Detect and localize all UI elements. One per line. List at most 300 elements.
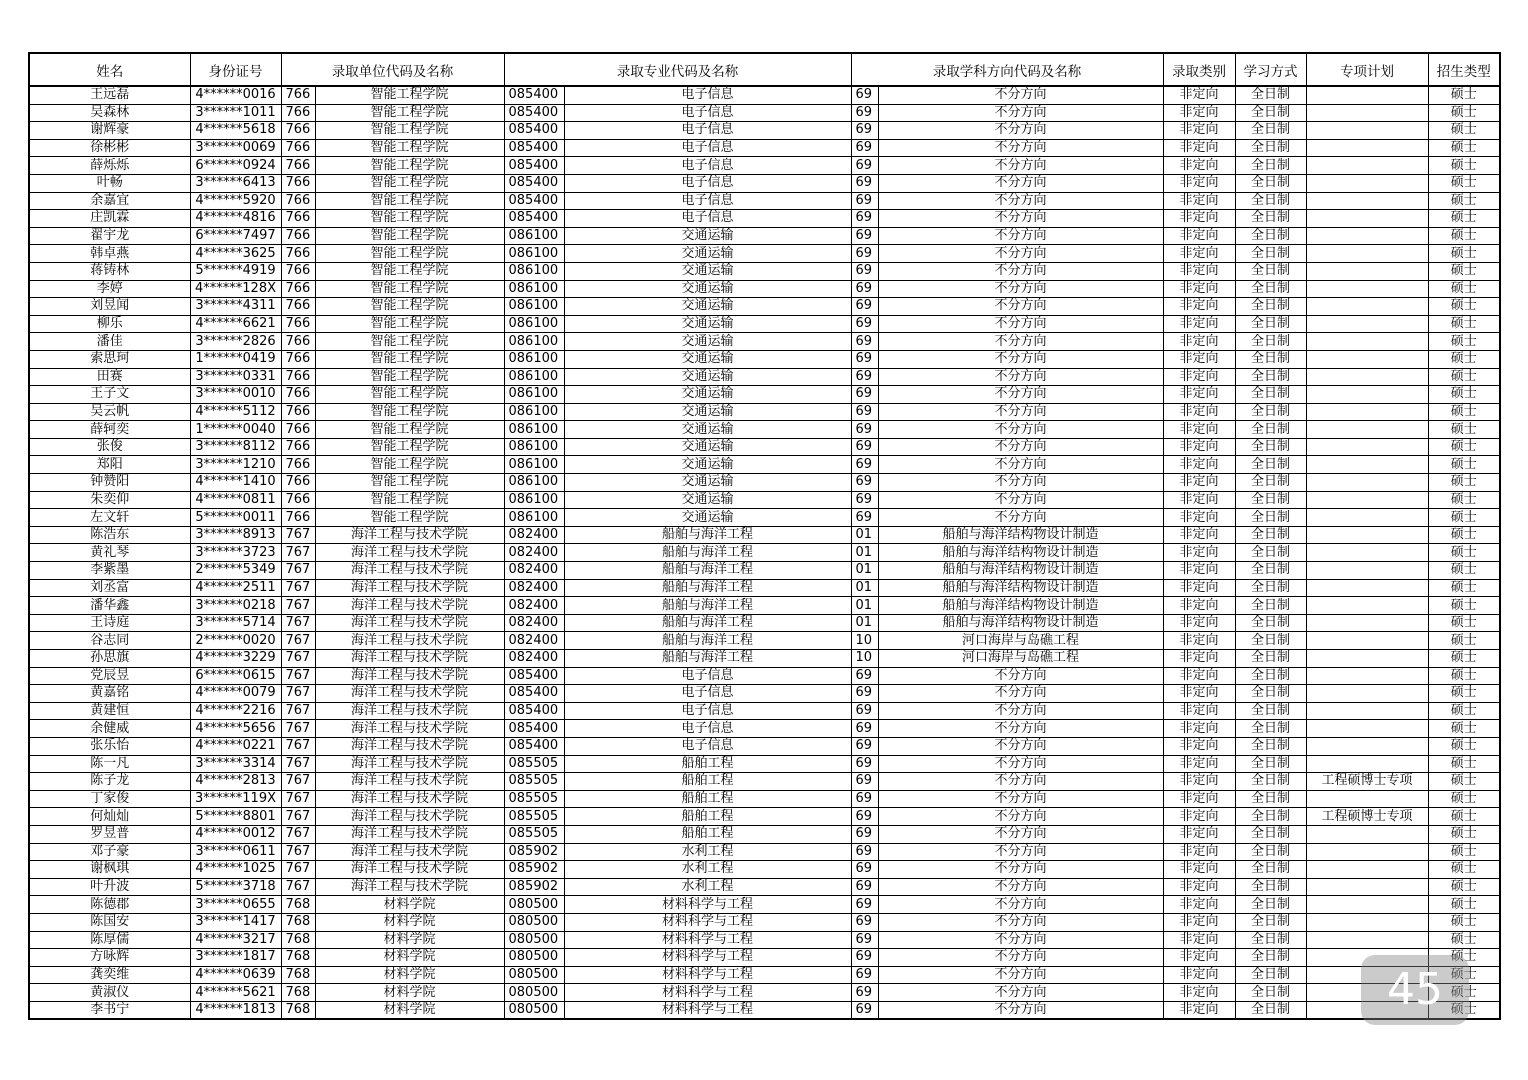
cell-unit-name: 智能工程学院 (315, 174, 504, 192)
table-row (29, 315, 1500, 333)
cell-major-name: 交通运输 (564, 386, 851, 404)
cell-unit-code: 768 (281, 949, 315, 967)
table-row (29, 157, 1500, 175)
cell-name: 徐彬彬 (29, 139, 190, 157)
cell-major-code: 085400 (504, 210, 564, 228)
cell-special-plan (1306, 298, 1428, 316)
table-row (29, 245, 1500, 263)
table-row (29, 474, 1500, 492)
cell-unit-name: 海洋工程与技术学院 (315, 597, 504, 615)
cell-category: 非定向 (1163, 632, 1235, 650)
cell-name: 钟赞阳 (29, 474, 190, 492)
cell-direction-code: 01 (851, 579, 878, 597)
cell-direction-name: 不分方向 (878, 86, 1163, 104)
cell-direction-name: 不分方向 (878, 737, 1163, 755)
cell-unit-name: 智能工程学院 (315, 192, 504, 210)
cell-study-mode: 全日制 (1235, 650, 1306, 668)
cell-study-mode: 全日制 (1235, 720, 1306, 738)
cell-study-mode: 全日制 (1235, 966, 1306, 984)
cell-study-mode: 全日制 (1235, 843, 1306, 861)
header-study-mode: 学习方式 (1235, 53, 1306, 86)
cell-major-name: 交通运输 (564, 298, 851, 316)
cell-unit-code: 767 (281, 720, 315, 738)
cell-unit-name: 智能工程学院 (315, 456, 504, 474)
cell-study-mode: 全日制 (1235, 368, 1306, 386)
cell-major-code: 086100 (504, 403, 564, 421)
cell-study-mode: 全日制 (1235, 526, 1306, 544)
cell-unit-name: 海洋工程与技术学院 (315, 773, 504, 791)
cell-major-name: 电子信息 (564, 157, 851, 175)
cell-unit-name: 海洋工程与技术学院 (315, 526, 504, 544)
cell-major-name: 电子信息 (564, 737, 851, 755)
cell-direction-name: 不分方向 (878, 491, 1163, 509)
cell-unit-name: 海洋工程与技术学院 (315, 808, 504, 826)
cell-direction-code: 69 (851, 896, 878, 914)
cell-study-mode: 全日制 (1235, 614, 1306, 632)
cell-name: 朱奕仰 (29, 491, 190, 509)
cell-study-mode: 全日制 (1235, 808, 1306, 826)
cell-major-code: 080500 (504, 931, 564, 949)
cell-major-code: 085400 (504, 192, 564, 210)
cell-major-code: 080500 (504, 966, 564, 984)
cell-special-plan (1306, 650, 1428, 668)
cell-name: 刘昱闻 (29, 298, 190, 316)
cell-unit-name: 智能工程学院 (315, 122, 504, 140)
cell-id-number: 6******0924 (190, 157, 281, 175)
cell-category: 非定向 (1163, 825, 1235, 843)
cell-major-code: 080500 (504, 984, 564, 1002)
cell-unit-code: 768 (281, 984, 315, 1002)
cell-study-mode: 全日制 (1235, 861, 1306, 879)
cell-category: 非定向 (1163, 210, 1235, 228)
cell-id-number: 3******0611 (190, 843, 281, 861)
table-row (29, 685, 1500, 703)
cell-direction-name: 不分方向 (878, 280, 1163, 298)
cell-major-code: 082400 (504, 562, 564, 580)
cell-enroll-type: 硕士 (1428, 579, 1500, 597)
cell-direction-code: 01 (851, 562, 878, 580)
cell-study-mode: 全日制 (1235, 949, 1306, 967)
cell-enroll-type: 硕士 (1428, 526, 1500, 544)
cell-major-code: 086100 (504, 333, 564, 351)
cell-name: 谢辉豪 (29, 122, 190, 140)
cell-unit-name: 海洋工程与技术学院 (315, 843, 504, 861)
cell-unit-code: 766 (281, 245, 315, 263)
cell-major-code: 086100 (504, 474, 564, 492)
cell-major-code: 086100 (504, 280, 564, 298)
cell-enroll-type: 硕士 (1428, 878, 1500, 896)
cell-direction-code: 69 (851, 737, 878, 755)
cell-major-name: 交通运输 (564, 368, 851, 386)
cell-enroll-type: 硕士 (1428, 227, 1500, 245)
cell-direction-code: 69 (851, 333, 878, 351)
cell-name: 李婷 (29, 280, 190, 298)
cell-name: 余嘉宜 (29, 192, 190, 210)
cell-unit-code: 767 (281, 579, 315, 597)
cell-direction-name: 不分方向 (878, 808, 1163, 826)
cell-name: 谢枫琪 (29, 861, 190, 879)
cell-unit-code: 766 (281, 333, 315, 351)
cell-name: 陈国安 (29, 913, 190, 931)
cell-enroll-type: 硕士 (1428, 913, 1500, 931)
cell-direction-code: 69 (851, 104, 878, 122)
cell-special-plan (1306, 333, 1428, 351)
cell-direction-name: 不分方向 (878, 456, 1163, 474)
table-row (29, 579, 1500, 597)
cell-direction-name: 不分方向 (878, 878, 1163, 896)
table-row (29, 632, 1500, 650)
cell-category: 非定向 (1163, 808, 1235, 826)
cell-major-name: 船舶与海洋工程 (564, 632, 851, 650)
cell-direction-name: 不分方向 (878, 262, 1163, 280)
cell-enroll-type: 硕士 (1428, 474, 1500, 492)
cell-enroll-type: 硕士 (1428, 280, 1500, 298)
cell-direction-name: 船舶与海洋结构物设计制造 (878, 562, 1163, 580)
cell-direction-name: 船舶与海洋结构物设计制造 (878, 614, 1163, 632)
cell-major-code: 085400 (504, 174, 564, 192)
cell-direction-name: 不分方向 (878, 122, 1163, 140)
cell-major-name: 交通运输 (564, 280, 851, 298)
cell-name: 薛轲奕 (29, 421, 190, 439)
cell-enroll-type: 硕士 (1428, 843, 1500, 861)
cell-major-name: 材料科学与工程 (564, 931, 851, 949)
table-row (29, 931, 1500, 949)
cell-enroll-type: 硕士 (1428, 509, 1500, 527)
table-row (29, 737, 1500, 755)
cell-direction-code: 69 (851, 825, 878, 843)
cell-unit-code: 767 (281, 526, 315, 544)
cell-direction-name: 不分方向 (878, 702, 1163, 720)
cell-unit-name: 智能工程学院 (315, 104, 504, 122)
cell-direction-name: 不分方向 (878, 931, 1163, 949)
cell-major-name: 材料科学与工程 (564, 896, 851, 914)
cell-category: 非定向 (1163, 386, 1235, 404)
cell-study-mode: 全日制 (1235, 984, 1306, 1002)
cell-unit-code: 767 (281, 562, 315, 580)
cell-category: 非定向 (1163, 685, 1235, 703)
cell-major-code: 080500 (504, 949, 564, 967)
table-row (29, 509, 1500, 527)
cell-category: 非定向 (1163, 192, 1235, 210)
cell-special-plan (1306, 262, 1428, 280)
table-row (29, 562, 1500, 580)
cell-study-mode: 全日制 (1235, 298, 1306, 316)
cell-direction-name: 不分方向 (878, 790, 1163, 808)
cell-direction-name: 不分方向 (878, 966, 1163, 984)
cell-direction-code: 69 (851, 174, 878, 192)
cell-unit-code: 766 (281, 192, 315, 210)
cell-unit-name: 海洋工程与技术学院 (315, 737, 504, 755)
cell-study-mode: 全日制 (1235, 403, 1306, 421)
table-row (29, 878, 1500, 896)
cell-direction-code: 69 (851, 456, 878, 474)
cell-major-code: 085400 (504, 157, 564, 175)
table-row (29, 403, 1500, 421)
cell-name: 索思珂 (29, 350, 190, 368)
cell-unit-code: 767 (281, 702, 315, 720)
cell-enroll-type: 硕士 (1428, 86, 1500, 104)
cell-direction-name: 不分方向 (878, 667, 1163, 685)
cell-unit-code: 767 (281, 667, 315, 685)
header-special-plan: 专项计划 (1306, 53, 1428, 86)
cell-category: 非定向 (1163, 597, 1235, 615)
cell-major-name: 交通运输 (564, 438, 851, 456)
cell-unit-name: 海洋工程与技术学院 (315, 825, 504, 843)
cell-category: 非定向 (1163, 104, 1235, 122)
cell-enroll-type: 硕士 (1428, 667, 1500, 685)
cell-id-number: 4******5920 (190, 192, 281, 210)
table-row (29, 104, 1500, 122)
cell-special-plan (1306, 825, 1428, 843)
cell-name: 龚奕维 (29, 966, 190, 984)
cell-special-plan (1306, 632, 1428, 650)
cell-category: 非定向 (1163, 702, 1235, 720)
header-category: 录取类别 (1163, 53, 1235, 86)
cell-name: 方咏辉 (29, 949, 190, 967)
cell-special-plan (1306, 843, 1428, 861)
cell-name: 刘丞富 (29, 579, 190, 597)
cell-study-mode: 全日制 (1235, 597, 1306, 615)
cell-unit-code: 767 (281, 861, 315, 879)
cell-category: 非定向 (1163, 491, 1235, 509)
cell-unit-name: 智能工程学院 (315, 368, 504, 386)
cell-major-code: 085400 (504, 685, 564, 703)
cell-unit-code: 766 (281, 491, 315, 509)
cell-study-mode: 全日制 (1235, 1001, 1306, 1019)
table-row (29, 192, 1500, 210)
cell-major-name: 交通运输 (564, 350, 851, 368)
cell-id-number: 4******1813 (190, 1001, 281, 1019)
cell-special-plan (1306, 667, 1428, 685)
cell-major-name: 船舶工程 (564, 755, 851, 773)
table-row (29, 773, 1500, 791)
cell-id-number: 4******0016 (190, 86, 281, 104)
cell-direction-name: 不分方向 (878, 843, 1163, 861)
cell-unit-code: 766 (281, 350, 315, 368)
cell-direction-name: 不分方向 (878, 350, 1163, 368)
cell-direction-code: 69 (851, 843, 878, 861)
cell-direction-code: 10 (851, 650, 878, 668)
cell-study-mode: 全日制 (1235, 737, 1306, 755)
cell-unit-name: 智能工程学院 (315, 315, 504, 333)
cell-study-mode: 全日制 (1235, 315, 1306, 333)
cell-unit-name: 智能工程学院 (315, 245, 504, 263)
cell-special-plan (1306, 245, 1428, 263)
cell-name: 王诗庭 (29, 614, 190, 632)
cell-major-name: 电子信息 (564, 720, 851, 738)
cell-category: 非定向 (1163, 650, 1235, 668)
cell-direction-code: 69 (851, 491, 878, 509)
cell-id-number: 3******8913 (190, 526, 281, 544)
cell-id-number: 3******119X (190, 790, 281, 808)
cell-enroll-type: 硕士 (1428, 456, 1500, 474)
table-row (29, 86, 1500, 104)
cell-special-plan: 工程硕博士专项 (1306, 773, 1428, 791)
cell-id-number: 4******128X (190, 280, 281, 298)
cell-unit-code: 766 (281, 104, 315, 122)
cell-unit-name: 智能工程学院 (315, 403, 504, 421)
cell-major-name: 交通运输 (564, 333, 851, 351)
cell-category: 非定向 (1163, 157, 1235, 175)
cell-unit-code: 767 (281, 544, 315, 562)
cell-category: 非定向 (1163, 562, 1235, 580)
cell-major-code: 080500 (504, 1001, 564, 1019)
cell-major-name: 船舶与海洋工程 (564, 597, 851, 615)
cell-direction-code: 69 (851, 913, 878, 931)
cell-id-number: 3******0655 (190, 896, 281, 914)
cell-major-name: 交通运输 (564, 509, 851, 527)
cell-special-plan (1306, 562, 1428, 580)
cell-direction-code: 69 (851, 210, 878, 228)
cell-category: 非定向 (1163, 896, 1235, 914)
cell-id-number: 5******0011 (190, 509, 281, 527)
table-row (29, 896, 1500, 914)
cell-major-code: 082400 (504, 632, 564, 650)
cell-unit-name: 材料学院 (315, 1001, 504, 1019)
cell-id-number: 4******5618 (190, 122, 281, 140)
cell-direction-name: 不分方向 (878, 298, 1163, 316)
cell-category: 非定向 (1163, 122, 1235, 140)
cell-unit-name: 智能工程学院 (315, 491, 504, 509)
cell-name: 王子文 (29, 386, 190, 404)
cell-unit-name: 海洋工程与技术学院 (315, 579, 504, 597)
cell-special-plan (1306, 350, 1428, 368)
header-enroll-type: 招生类型 (1428, 53, 1500, 86)
cell-special-plan (1306, 579, 1428, 597)
cell-study-mode: 全日制 (1235, 667, 1306, 685)
table-row (29, 913, 1500, 931)
cell-enroll-type: 硕士 (1428, 949, 1500, 967)
cell-major-code: 086100 (504, 509, 564, 527)
cell-major-code: 082400 (504, 650, 564, 668)
cell-enroll-type: 硕士 (1428, 562, 1500, 580)
cell-direction-name: 不分方向 (878, 438, 1163, 456)
cell-enroll-type: 硕士 (1428, 737, 1500, 755)
cell-special-plan (1306, 702, 1428, 720)
cell-name: 何灿灿 (29, 808, 190, 826)
table-row (29, 861, 1500, 879)
cell-unit-name: 智能工程学院 (315, 262, 504, 280)
cell-special-plan (1306, 737, 1428, 755)
table-row (29, 421, 1500, 439)
cell-id-number: 4******1025 (190, 861, 281, 879)
cell-direction-name: 不分方向 (878, 755, 1163, 773)
cell-study-mode: 全日制 (1235, 878, 1306, 896)
cell-unit-name: 海洋工程与技术学院 (315, 650, 504, 668)
cell-unit-name: 海洋工程与技术学院 (315, 667, 504, 685)
cell-study-mode: 全日制 (1235, 245, 1306, 263)
cell-unit-code: 766 (281, 210, 315, 228)
cell-unit-name: 材料学院 (315, 931, 504, 949)
cell-enroll-type: 硕士 (1428, 210, 1500, 228)
cell-enroll-type: 硕士 (1428, 650, 1500, 668)
cell-name: 黄嘉铭 (29, 685, 190, 703)
cell-enroll-type: 硕士 (1428, 614, 1500, 632)
cell-direction-code: 69 (851, 1001, 878, 1019)
cell-category: 非定向 (1163, 755, 1235, 773)
cell-unit-name: 材料学院 (315, 949, 504, 967)
cell-name: 陈厚儒 (29, 931, 190, 949)
cell-special-plan (1306, 86, 1428, 104)
cell-enroll-type: 硕士 (1428, 1001, 1500, 1019)
cell-unit-code: 768 (281, 966, 315, 984)
cell-category: 非定向 (1163, 245, 1235, 263)
cell-category: 非定向 (1163, 544, 1235, 562)
cell-id-number: 2******5349 (190, 562, 281, 580)
cell-category: 非定向 (1163, 790, 1235, 808)
cell-id-number: 4******0221 (190, 737, 281, 755)
cell-direction-name: 不分方向 (878, 509, 1163, 527)
cell-direction-code: 69 (851, 315, 878, 333)
cell-unit-name: 智能工程学院 (315, 280, 504, 298)
cell-major-code: 086100 (504, 245, 564, 263)
cell-direction-code: 69 (851, 227, 878, 245)
cell-study-mode: 全日制 (1235, 122, 1306, 140)
cell-major-name: 交通运输 (564, 403, 851, 421)
cell-major-name: 水利工程 (564, 861, 851, 879)
page-number-badge: 45 (1361, 955, 1469, 1025)
cell-direction-name: 不分方向 (878, 210, 1163, 228)
cell-enroll-type: 硕士 (1428, 174, 1500, 192)
cell-study-mode: 全日制 (1235, 157, 1306, 175)
cell-category: 非定向 (1163, 456, 1235, 474)
table-row (29, 790, 1500, 808)
cell-enroll-type: 硕士 (1428, 825, 1500, 843)
cell-direction-name: 河口海岸与岛礁工程 (878, 650, 1163, 668)
cell-unit-name: 智能工程学院 (315, 509, 504, 527)
cell-enroll-type: 硕士 (1428, 421, 1500, 439)
cell-category: 非定向 (1163, 737, 1235, 755)
cell-direction-code: 69 (851, 350, 878, 368)
cell-name: 黄淑仪 (29, 984, 190, 1002)
cell-name: 柳乐 (29, 315, 190, 333)
cell-major-name: 电子信息 (564, 192, 851, 210)
cell-enroll-type: 硕士 (1428, 544, 1500, 562)
cell-id-number: 4******3217 (190, 931, 281, 949)
table-row (29, 368, 1500, 386)
cell-study-mode: 全日制 (1235, 456, 1306, 474)
cell-category: 非定向 (1163, 509, 1235, 527)
cell-name: 陈子龙 (29, 773, 190, 791)
cell-category: 非定向 (1163, 403, 1235, 421)
cell-study-mode: 全日制 (1235, 773, 1306, 791)
cell-enroll-type: 硕士 (1428, 966, 1500, 984)
cell-category: 非定向 (1163, 139, 1235, 157)
cell-major-code: 085400 (504, 737, 564, 755)
cell-category: 非定向 (1163, 861, 1235, 879)
cell-direction-name: 不分方向 (878, 403, 1163, 421)
cell-unit-code: 766 (281, 386, 315, 404)
cell-direction-code: 69 (851, 262, 878, 280)
cell-major-code: 082400 (504, 597, 564, 615)
cell-study-mode: 全日制 (1235, 755, 1306, 773)
cell-study-mode: 全日制 (1235, 474, 1306, 492)
cell-direction-name: 不分方向 (878, 157, 1163, 175)
cell-category: 非定向 (1163, 438, 1235, 456)
cell-unit-code: 767 (281, 632, 315, 650)
cell-unit-code: 766 (281, 174, 315, 192)
cell-direction-name: 不分方向 (878, 227, 1163, 245)
cell-enroll-type: 硕士 (1428, 403, 1500, 421)
cell-major-name: 船舶与海洋工程 (564, 544, 851, 562)
header-id-number: 身份证号 (190, 53, 281, 86)
cell-special-plan (1306, 438, 1428, 456)
cell-unit-code: 766 (281, 280, 315, 298)
cell-enroll-type: 硕士 (1428, 386, 1500, 404)
cell-direction-code: 69 (851, 122, 878, 140)
table-row (29, 280, 1500, 298)
header-row (29, 53, 1500, 86)
